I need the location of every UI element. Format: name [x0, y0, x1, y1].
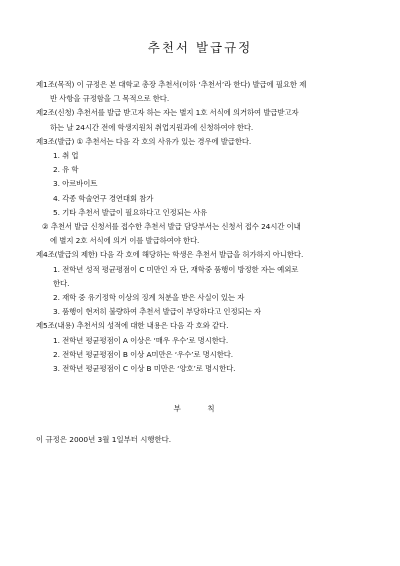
article-3-item-3: 3. 아르바이트: [53, 179, 98, 189]
article-4-item-2: 2. 재학 중 유기정학 이상의 징계 처분을 받은 사실이 있는 자: [53, 293, 245, 303]
article-5-item-3: 3. 전학년 평균평점이 C 이상 B 미만은 ‘양호’로 명시한다.: [53, 364, 236, 374]
article-2-line-1: 제2조(신청) 추천서를 발급 받고자 하는 자는 별지 1호 서식에 의거하여 발급받고자: [36, 108, 299, 118]
article-3-item-4: 4. 각종 학술연구 경연대회 참가: [53, 193, 154, 203]
article-4-line-1: 제4조(발급의 제한) 다음 각 호에 해당하는 학생은 추천서 발급을 허가하지 아니한다.: [36, 250, 304, 260]
article-1-line-2: 반 사항을 규정함을 그 목적으로 한다.: [50, 94, 170, 104]
article-5-item-2: 2. 전학년 평균평점이 B 이상 A미만은 ‘우수’로 명시한다.: [53, 349, 234, 359]
article-1-line-1: 제1조(목적) 이 규정은 본 대학교 총장 추천서(이하 ‘추천서’라 한다) 발급에 필요한 제: [36, 80, 307, 89]
article-4-item-3: 3. 품행이 현저히 불량하여 추천서 발급이 부당하다고 인정되는 자: [53, 307, 261, 317]
document-title: 추천서 발급규정: [147, 40, 253, 55]
supplement-text: 이 규정은 2000년 3월 1일부터 시행한다.: [36, 435, 172, 444]
article-3-item-5: 5. 기타 추천서 발급이 필요하다고 인정되는 사유: [53, 207, 208, 217]
article-4-item-1: 1. 전학년 성적 평균평점이 C 미만인 자 단, 재학중 품행이 방정한 자는 예외로: [53, 264, 299, 274]
article-5-item-1: 1. 전학년 평균평점이 A 이상은 ‘매우 우수’로 명시한다.: [53, 335, 229, 345]
article-4-item-1-cont: 한다.: [53, 278, 70, 288]
regulation-body: [36, 78, 376, 376]
article-3-line-1: 제3조(발급) ① 추천서는 다음 각 호의 사유가 있는 경우에 발급한다.: [36, 136, 252, 146]
article-2-line-2: 하는 날 24시간 전에 학생지원처 취업지원과에 신청하여야 한다.: [50, 122, 254, 132]
supplement-heading: 부 칙: [173, 404, 227, 413]
article-3-clause-2-line-2: 에 별지 2호 서식에 의거 이를 발급하여야 한다.: [50, 236, 200, 246]
article-3-item-2: 2. 유 학: [53, 165, 79, 175]
article-5-line-1: 제5조(내용) 추천서의 성적에 대한 내용은 다음 각 호와 같다.: [36, 321, 229, 331]
article-3-clause-2-line-1: ② 추천서 발급 신청서를 접수한 추천서 발급 담당부서는 신청서 접수 24시간 이내: [42, 222, 301, 232]
article-3-item-1: 1. 취 업: [53, 151, 79, 161]
